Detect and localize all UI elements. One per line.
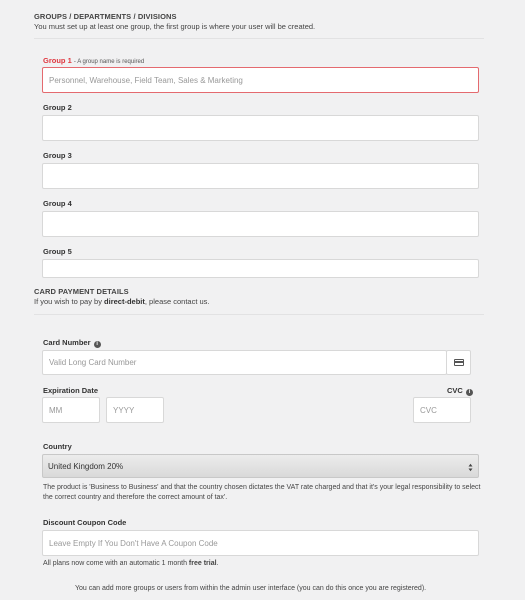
coupon-placeholder: Leave Empty If You Don't Have A Coupon Code bbox=[49, 538, 218, 548]
group-1-input[interactable] bbox=[42, 67, 479, 93]
trial-bold: free trial bbox=[188, 560, 217, 567]
group-2-input[interactable] bbox=[42, 115, 479, 141]
country-selected-value: United Kingdom 20% bbox=[48, 461, 124, 471]
group-3-input[interactable] bbox=[42, 163, 479, 189]
country-select[interactable] bbox=[42, 454, 479, 478]
group-4-input[interactable] bbox=[42, 211, 479, 237]
footer-note: You can add more groups or users from within the admin user interface (you can do this once you are registered). bbox=[75, 585, 427, 592]
select-arrows-icon bbox=[468, 463, 473, 472]
card-section-description bbox=[34, 297, 210, 306]
coupon-label: Discount Coupon Code bbox=[43, 518, 127, 527]
expiry-year-input[interactable] bbox=[106, 397, 164, 423]
info-icon[interactable]: i bbox=[466, 389, 473, 396]
card-number-label bbox=[43, 338, 101, 348]
card-desc-bold: direct-debit bbox=[104, 297, 145, 306]
info-icon[interactable]: i bbox=[94, 341, 101, 348]
group-5-label: Group 5 bbox=[43, 247, 72, 256]
group-1-label bbox=[43, 56, 144, 65]
card-number-label-text: Card Number bbox=[43, 338, 91, 347]
expiry-year-placeholder: YYYY bbox=[113, 405, 135, 415]
credit-card-icon bbox=[454, 359, 464, 366]
card-number-placeholder: Valid Long Card Number bbox=[49, 358, 137, 367]
expiry-month-placeholder: MM bbox=[49, 405, 63, 415]
trial-note bbox=[43, 559, 218, 569]
expiry-month-input[interactable] bbox=[42, 397, 100, 423]
group-1-placeholder: Personnel, Warehouse, Field Team, Sales & Marketing bbox=[49, 75, 243, 85]
cvc-input[interactable] bbox=[413, 397, 471, 423]
country-label: Country bbox=[43, 442, 72, 451]
group-2-label: Group 2 bbox=[43, 103, 72, 112]
cvc-placeholder: CVC bbox=[420, 405, 437, 415]
expiration-date-label: Expiration Date bbox=[43, 386, 99, 395]
group-4-label: Group 4 bbox=[43, 199, 72, 208]
vat-note: The product is 'Business to Business' and that the country chosen dictates the VAT rate charged and that it's your legal responsibility to select the correct country and therefore the correct amount of tax'. bbox=[43, 484, 481, 501]
groups-section-title: GROUPS / DEPARTMENTS / DIVISIONS bbox=[34, 12, 177, 21]
trial-suffix: . bbox=[216, 560, 219, 567]
card-desc-prefix: If you wish to pay by bbox=[34, 297, 105, 306]
section-divider bbox=[34, 38, 484, 39]
groups-section-description: You must set up at least one group, the first group is where your user will be created. bbox=[34, 22, 316, 31]
trial-prefix: All plans now come with an automatic 1 month bbox=[43, 560, 189, 567]
card-icon-addon bbox=[446, 350, 471, 375]
card-number-input[interactable] bbox=[42, 350, 447, 375]
section-divider bbox=[34, 314, 484, 315]
coupon-input[interactable] bbox=[42, 530, 479, 556]
group-1-hint: - A group name is required bbox=[73, 59, 145, 65]
card-desc-suffix: , please contact us. bbox=[144, 297, 210, 306]
card-section-title: CARD PAYMENT DETAILS bbox=[34, 287, 129, 296]
group-1-label-text: Group 1 bbox=[43, 56, 72, 65]
group-5-input[interactable] bbox=[42, 259, 479, 278]
cvc-label-text: CVC bbox=[447, 386, 463, 395]
group-3-label: Group 3 bbox=[43, 151, 72, 160]
cvc-label bbox=[447, 386, 473, 396]
